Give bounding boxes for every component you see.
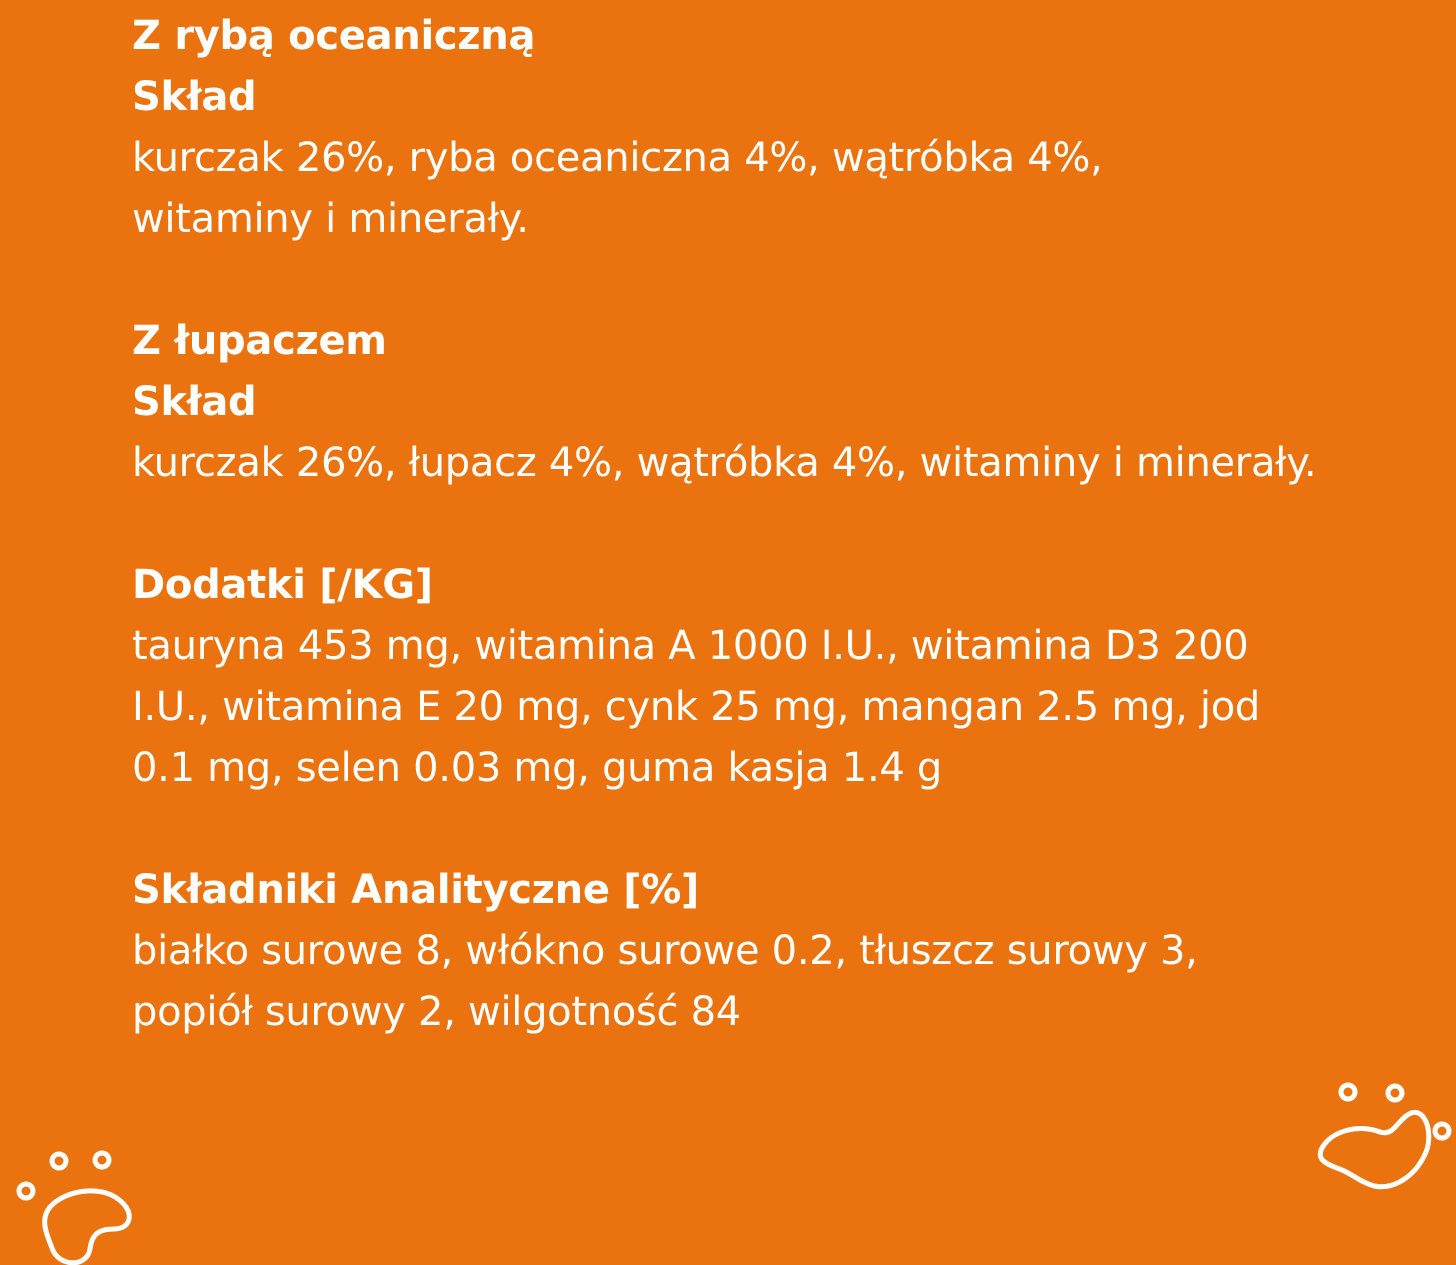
section-title-analytical: Składniki Analityczne [%] — [132, 867, 700, 913]
paw-print-icon — [10, 1145, 140, 1265]
paw-print-icon — [1312, 1076, 1452, 1202]
section-title-haddock: Z łupaczem — [132, 318, 387, 364]
analytical-text-line: popiół surowy 2, wilgotność 84 — [132, 989, 741, 1035]
composition-heading: Skład — [132, 379, 257, 425]
composition-text-line: kurczak 26%, łupacz 4%, wątróbka 4%, witaminy i minerały. — [132, 440, 1317, 486]
additives-text-line: 0.1 mg, selen 0.03 mg, guma kasja 1.4 g — [132, 745, 943, 791]
composition-text-line: kurczak 26%, ryba oceaniczna 4%, wątróbka 4%, — [132, 135, 1103, 181]
spacer — [132, 250, 1432, 311]
additives-text-line: I.U., witamina E 20 mg, cynk 25 mg, mangan 2.5 mg, jod — [132, 684, 1260, 730]
composition-text-line: witaminy i minerały. — [132, 196, 529, 242]
spacer — [132, 494, 1432, 555]
section-title-additives: Dodatki [/KG] — [132, 562, 433, 608]
ingredients-panel — [132, 6, 1432, 1043]
spacer — [132, 799, 1432, 860]
additives-text-line: tauryna 453 mg, witamina A 1000 I.U., witamina D3 200 — [132, 623, 1249, 669]
composition-heading: Skład — [132, 74, 257, 120]
analytical-text-line: białko surowe 8, włókno surowe 0.2, tłuszcz surowy 3, — [132, 928, 1198, 974]
section-title-ocean-fish: Z rybą oceaniczną — [132, 13, 536, 59]
